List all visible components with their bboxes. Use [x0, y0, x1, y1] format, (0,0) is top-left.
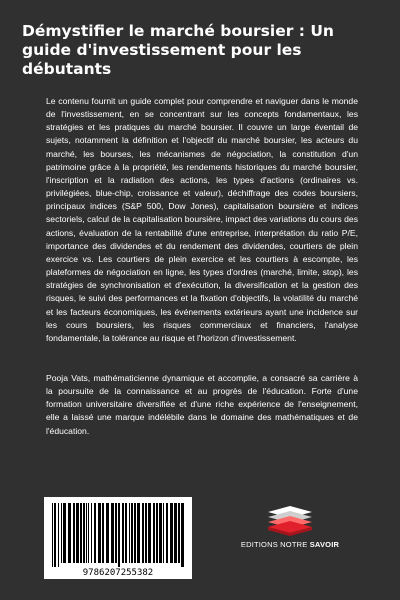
barcode-bar	[63, 503, 66, 563]
barcode-bar	[122, 503, 124, 563]
publisher-name	[220, 540, 360, 549]
barcode-bar	[134, 503, 136, 563]
isbn-barcode	[44, 497, 192, 579]
barcode-bar	[148, 503, 151, 563]
barcode-bar	[156, 503, 158, 563]
barcode-bar	[102, 503, 104, 563]
barcode-bar	[54, 503, 56, 567]
barcode-bar	[163, 503, 164, 563]
barcode-bar	[170, 503, 173, 563]
barcode-bar	[166, 503, 168, 563]
barcode-bar	[73, 503, 75, 563]
barcode-bar	[94, 503, 96, 563]
barcode-bar	[178, 503, 180, 563]
barcode-bar	[181, 503, 184, 567]
barcode-bar	[91, 503, 92, 563]
barcode-bar	[131, 503, 133, 563]
barcode-bar	[118, 503, 120, 567]
barcode-bar	[111, 503, 114, 563]
barcode-bar	[76, 503, 79, 563]
barcode-bar	[86, 503, 87, 563]
publisher-prefix: EDITIONS NOTRE	[240, 540, 310, 549]
barcode-bar	[61, 503, 62, 563]
barcode-bar	[83, 503, 85, 563]
barcode-bar	[58, 503, 59, 567]
barcode-bar	[142, 503, 144, 563]
author-bio: Pooja Vats, mathématicienne dynamique et accomplie, a consacré sa carrière à la poursuite de la connaissance et au progrès de l'éducation. Forte d'une formation universitaire diversifiée et d'une riche expérience de l'enseignement, elle a laissé une marque indélébile dans le domaine des mathématiques et de l'éducation.	[46, 373, 358, 436]
barcode-bar	[115, 503, 117, 563]
barcode-bar	[80, 503, 82, 563]
barcode-bar	[106, 503, 109, 563]
barcode-bar	[145, 503, 147, 563]
barcode-bar	[129, 503, 130, 563]
barcode-bar	[98, 503, 101, 563]
barcode-bar	[125, 503, 127, 563]
barcode-bar	[88, 503, 89, 563]
book-logo-icon	[262, 498, 318, 536]
barcode-bar	[68, 503, 71, 563]
publisher-strong: SAVOIR	[309, 540, 340, 549]
barcode-bar	[153, 503, 155, 563]
barcode-bar	[52, 503, 53, 567]
book-description: Le contenu fournit un guide complet pour comprendre et naviguer dans le monde de l'investissement, en se concentrant sur les concepts fondamentaux, les stratégies et les pratiques du marché boursier. Il couvre un large éventail de sujets, notamment la définition et l'objectif du marché boursier, les acteurs du marché, les bourses, les mécanismes de négociation, la constitution d'un patrimoine grâce à la propriété, les rendements historiques du marché boursier, l'inscription et la radiation des actions, les types d'actions (ordinaires vs. privilégiées, blue-chip, croissance et valeur), déchiffrage des codes boursiers, principaux indices (S&P 500, Dow Jones), capitalisation boursière et indices sectoriels, calcul de la capitalisation boursière, impact des variations du cours des actions, évaluation de la rentabilité d'une entreprise, interprétation du ratio P/E, importance des dividendes et du rendement des dividendes, courtiers de plein exercice vs. Les courtiers de plein exercice et les courtiers à escompte, les plateformes de négociation en ligne, les types d'ordres (marché, limite, stop), les stratégies de synchronisation et d'exécution, la diversification et la gestion des risques, le suivi des performances et la fixation d'objectifs, la volatilité du marché et les facteurs économiques, les événements extérieurs ayant une incidence sur les cours boursiers, les risques commerciaux et financiers, l'analyse fondamentale, la tolérance au risque et l'horizon d'investissement.	[46, 96, 358, 343]
barcode-bar	[159, 503, 162, 563]
book-title: Démystifier le marché boursier : Un guide d'investissement pour les débutants	[22, 22, 334, 78]
barcode-bar	[137, 503, 140, 563]
isbn-digits: 9786207255382	[82, 568, 154, 578]
barcode-bar	[174, 503, 177, 563]
